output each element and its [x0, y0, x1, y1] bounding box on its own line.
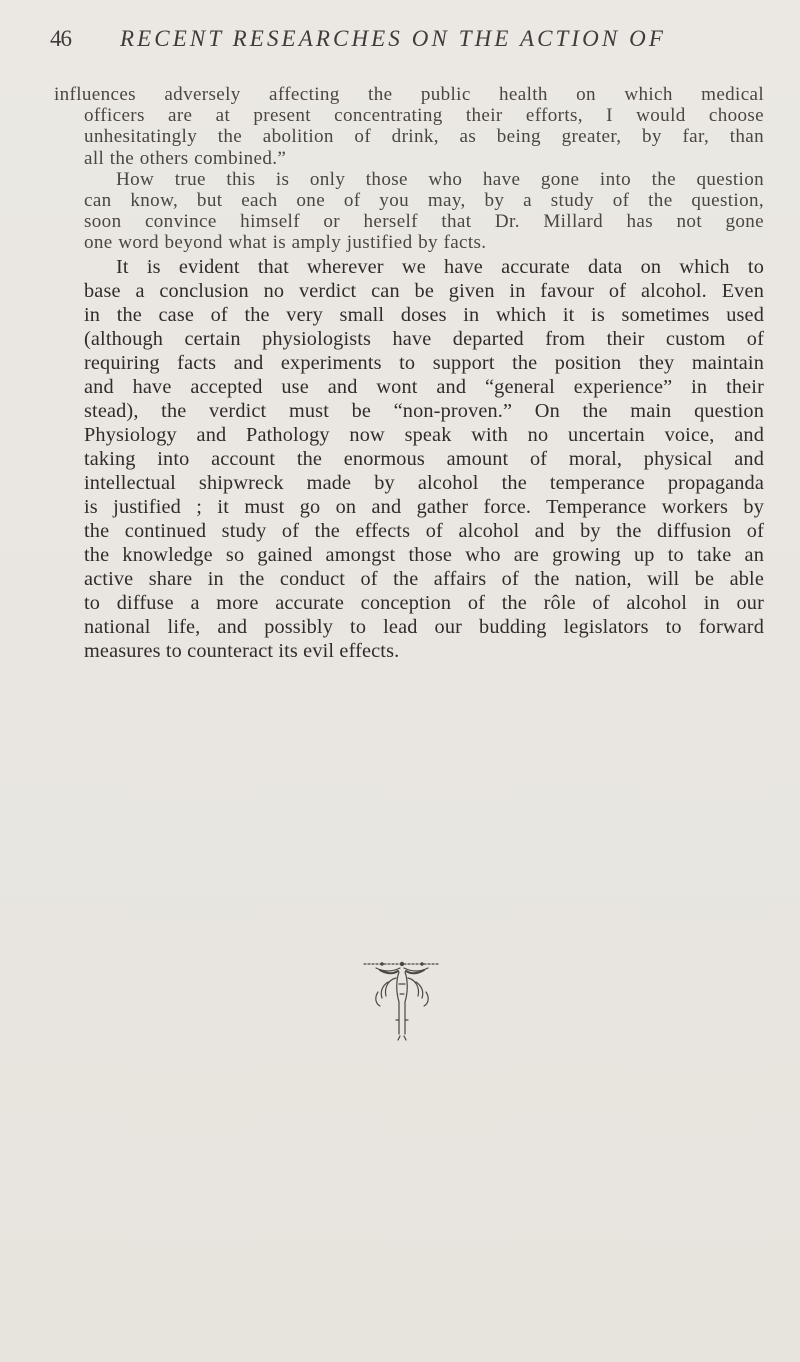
text-line: requiring facts and experiments to support the position they maintain — [84, 351, 764, 374]
text-line: measures to counteract its evil effects. — [84, 639, 400, 662]
text-line: Physiology and Pathology now speak with no uncertain voice, and — [84, 423, 764, 446]
running-head-title: RECENT RESEARCHES ON THE ACTION OF — [120, 26, 667, 51]
text-line: unhesitatingly the abolition of drink, as being greater, by far, than — [84, 126, 764, 148]
text-line: taking into account the enormous amount of moral, physical and — [84, 447, 764, 470]
text-line: officers are at present concentrating their efforts, I would choose — [84, 105, 764, 127]
text-line: It is evident that wherever we have accurate data on which to — [116, 255, 764, 278]
text-line: can know, but each one of you may, by a study of the question, — [84, 190, 764, 212]
text-line: intellectual shipwreck made by alcohol the temperance propaganda — [84, 471, 764, 494]
text-line: active share in the conduct of the affairs of the nation, will be able — [84, 567, 764, 590]
text-line: influences adversely affecting the public health on which medical — [54, 84, 764, 105]
text-line: one word beyond what is amply justified by facts. — [84, 232, 487, 254]
paragraph-how-true — [54, 169, 764, 254]
text-line: base a conclusion no verdict can be given in favour of alcohol. Even — [84, 279, 764, 302]
text-line: national life, and possibly to lead our budding legislators to forward — [84, 615, 764, 638]
text-line: the continued study of the effects of alcohol and by the diffusion of — [84, 519, 764, 542]
text-line: all the others combined.” — [84, 147, 287, 169]
text-line: (although certain physiologists have departed from their custom of — [84, 327, 764, 350]
text-line: How true this is only those who have gone into the question — [116, 168, 764, 190]
paragraph-conclusion — [54, 255, 764, 663]
printers-fleuron-ornament-icon — [358, 958, 446, 1042]
running-head — [50, 26, 750, 60]
paragraph-quote-ending — [54, 84, 764, 169]
text-line: soon convince himself or herself that Dr. Millard has not gone — [84, 211, 764, 233]
text-line: the knowledge so gained amongst those who are growing up to take an — [84, 543, 764, 566]
page-number: 46 — [50, 26, 71, 51]
text-line: and have accepted use and wont and “general experience” in their — [84, 375, 764, 398]
text-line: is justified ; it must go on and gather force. Temperance workers by — [84, 495, 764, 518]
text-line: to diffuse a more accurate conception of the rôle of alcohol in our — [84, 591, 764, 614]
text-line: in the case of the very small doses in which it is sometimes used — [84, 303, 764, 326]
body-text — [54, 84, 764, 663]
text-line: stead), the verdict must be “non-proven.” On the main question — [84, 399, 764, 422]
